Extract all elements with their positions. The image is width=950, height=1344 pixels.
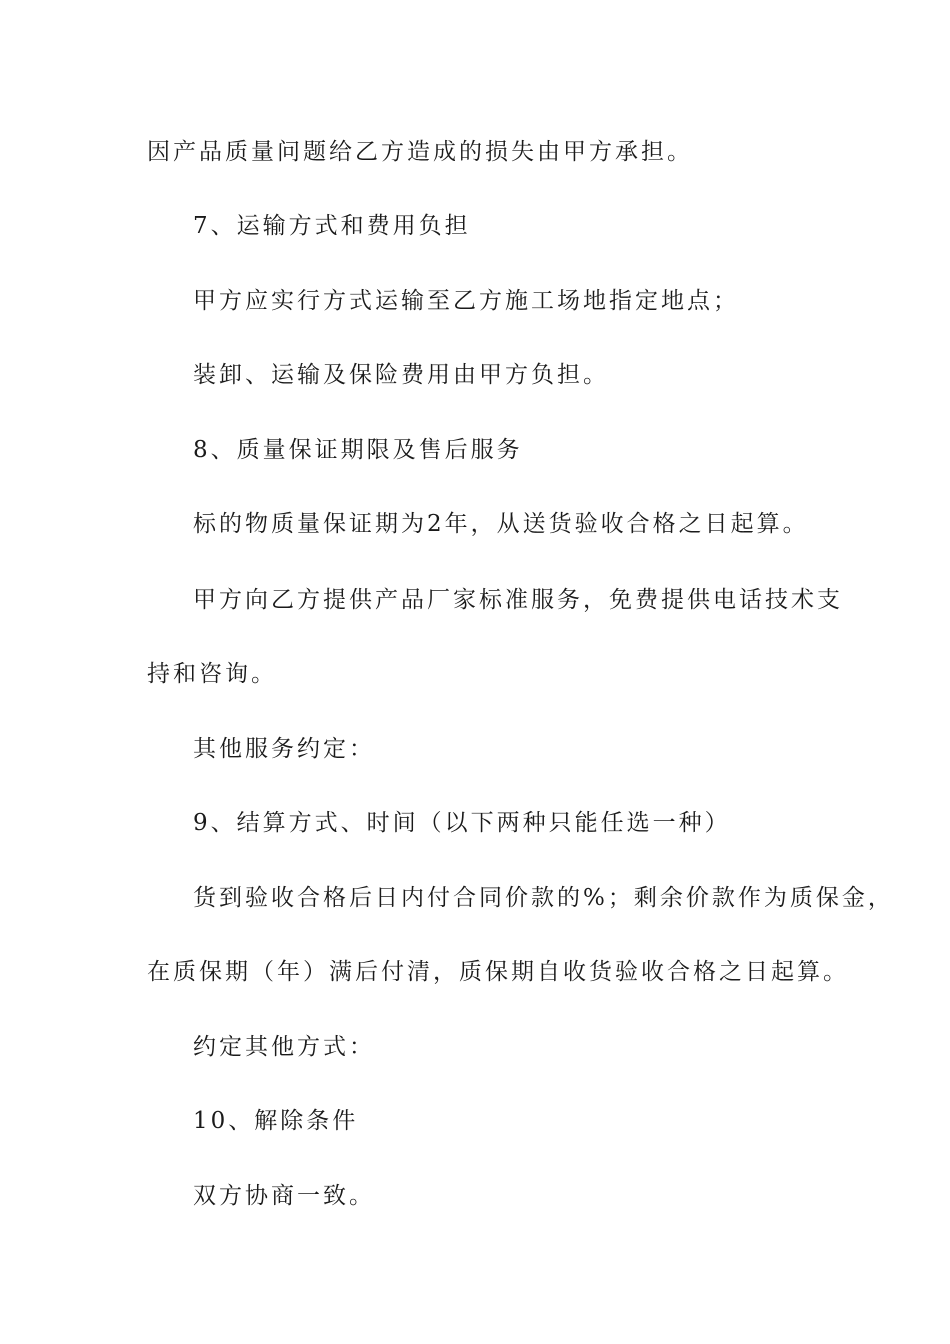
- paragraph-payment: 货到验收合格后日内付合同价款的%；剩余价款作为质保金，: [193, 885, 894, 911]
- paragraph-other-services: 其他服务约定：: [193, 736, 375, 762]
- heading-warranty: 8、质量保证期限及售后服务: [193, 437, 523, 463]
- paragraph-other-methods: 约定其他方式：: [193, 1034, 375, 1060]
- heading-transport: 7、运输方式和费用负担: [193, 213, 471, 239]
- paragraph-transport-costs: 装卸、运输及保险费用由甲方负担。: [193, 362, 609, 388]
- heading-termination: 10、解除条件: [193, 1108, 359, 1134]
- paragraph-transport-method: 甲方应实行方式运输至乙方施工场地指定地点；: [193, 288, 739, 314]
- paragraph-warranty-period: 标的物质量保证期为2年，从送货验收合格之日起算。: [193, 511, 809, 537]
- paragraph-service: 甲方向乙方提供产品厂家标准服务，免费提供电话技术支: [193, 587, 843, 613]
- paragraph-payment-continued: 在质保期（年）满后付清，质保期自收货验收合格之日起算。: [147, 959, 849, 985]
- heading-settlement: 9、结算方式、时间（以下两种只能任选一种）: [193, 810, 731, 836]
- paragraph-liability: 因产品质量问题给乙方造成的损失由甲方承担。: [147, 139, 693, 165]
- paragraph-termination: 双方协商一致。: [193, 1183, 375, 1209]
- paragraph-service-continued: 持和咨询。: [147, 661, 277, 687]
